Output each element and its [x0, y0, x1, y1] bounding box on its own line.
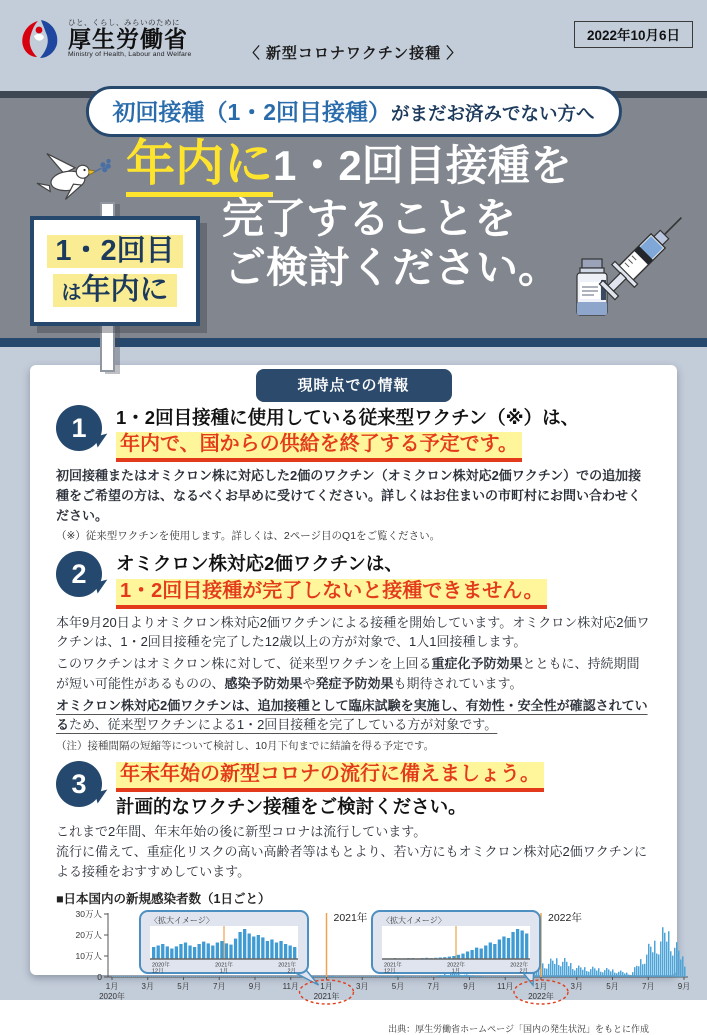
text-segment: 感染予防効果: [224, 675, 303, 691]
item-3-title-emphasis: 年末年始の新型コロナの流行に備えましょう。: [116, 762, 544, 792]
item-1-title: 1・2回目接種に使用している従来型ワクチン（※）は、: [116, 407, 580, 428]
item-1-body: [56, 466, 651, 525]
svg-text:1月: 1月: [451, 968, 461, 975]
item-1-note: （※）従来型ワクチンを使用します。詳しくは、2ページ目のQ1をご覧ください。: [56, 530, 441, 543]
svg-text:1月: 1月: [219, 968, 229, 975]
svg-text:11月: 11月: [497, 982, 514, 992]
svg-text:2月: 2月: [287, 968, 296, 975]
headline-rest: 1・2回目接種を: [273, 142, 572, 189]
pill-text-blue: 初回接種（1・2回目接種）: [112, 99, 392, 125]
ministry-name-en: Ministry of Health, Labour and Welfare: [68, 51, 192, 59]
svg-text:〈拡大イメージ〉: 〈拡大イメージ〉: [382, 916, 446, 926]
svg-text:0: 0: [97, 972, 102, 983]
item-1-number-badge: 1: [56, 405, 102, 451]
svg-text:1月: 1月: [105, 982, 119, 992]
info-header-pill: 現時点での情報: [255, 369, 451, 402]
chart-title: ■日本国内の新規感染者数（1日ごと）: [56, 892, 271, 907]
item-3-paragraph-1: [56, 822, 651, 842]
headline-line1: [126, 136, 572, 194]
item-1-title-emphasis: 年内で、国からの供給を終了する予定です。: [116, 432, 522, 462]
item-2-note: （注）接種間隔の短縮等について検討し、10月下旬までに結論を得る予定です。: [56, 740, 435, 752]
sign-board: [30, 216, 200, 326]
svg-text:1月: 1月: [320, 982, 333, 992]
headline-line3: ご検討ください。: [224, 244, 561, 292]
target-audience-pill: [85, 86, 621, 137]
svg-text:30万人: 30万人: [75, 909, 102, 920]
headline-line2: 完了することを: [222, 194, 517, 242]
text-segment: 流行に備えて、重症化リスクの高い高齢者等はもとより、若い方にもオミクロン株対応2価ワクチンによる接種をおすすめしています。: [56, 843, 648, 879]
item-2-titles: [116, 551, 547, 608]
syringe-icon: [596, 206, 693, 303]
item-2-paragraph-2: [56, 654, 651, 694]
svg-text:2021年: 2021年: [384, 962, 402, 969]
svg-text:2021年: 2021年: [313, 992, 340, 1002]
item-2-paragraph-3: [56, 696, 651, 736]
issue-date: 2022年10月6日: [574, 21, 693, 48]
svg-text:1月: 1月: [534, 982, 548, 992]
text-segment: オミクロン株対応2価ワクチンは、追加接種として臨床試験を実施し、有効性・安全性が確認されている: [56, 697, 648, 733]
svg-text:12月: 12月: [384, 968, 396, 975]
chart-svg: [56, 907, 701, 1019]
text-segment: 発症予防効果: [315, 675, 394, 691]
svg-text:〈拡大イメージ〉: 〈拡大イメージ〉: [150, 916, 214, 926]
sign-line2-rest: 年内に: [81, 274, 169, 306]
svg-text:3月: 3月: [141, 982, 154, 992]
svg-text:7月: 7月: [642, 982, 655, 992]
svg-text:2022年: 2022年: [548, 912, 582, 925]
page-subject: 〈 新型コロナワクチン接種 〉: [244, 45, 463, 62]
chart-source: 出典：厚生労働省ホームページ「国内の発生状況」をもとに作成: [388, 1024, 649, 1035]
text-segment: 重症化予防効果: [431, 656, 523, 671]
item-3-number-badge: 3: [56, 761, 102, 807]
inset-zoom-2: [372, 911, 540, 985]
svg-text:9月: 9月: [463, 982, 476, 992]
text-segment: 初回接種またはオミクロン株に対応した2価のワクチン（オミクロン株対応2価ワクチン）での追加接種をご希望の方は、なるべくお早めに受けてください。: [56, 468, 642, 503]
svg-text:2021年: 2021年: [333, 912, 368, 925]
svg-text:2022年: 2022年: [510, 962, 528, 969]
pill-text-navy: がまだお済みでない方へ: [391, 103, 595, 124]
item-3-titles: [116, 761, 544, 818]
svg-text:2022年: 2022年: [528, 992, 554, 1002]
inset-zoom-1: [140, 911, 319, 985]
item-1-header: [56, 405, 651, 462]
item-2-paragraph-1: [56, 613, 651, 653]
svg-text:2020年: 2020年: [152, 962, 170, 969]
svg-text:7月: 7月: [213, 982, 226, 992]
item-3-header: [56, 761, 651, 818]
item-1-titles: [116, 405, 579, 462]
item-2-number-badge: 2: [56, 551, 102, 597]
svg-text:2022年: 2022年: [447, 962, 465, 969]
svg-text:12月: 12月: [152, 968, 164, 975]
text-segment: も期待されています。: [393, 675, 523, 691]
svg-text:10万人: 10万人: [75, 951, 102, 962]
svg-text:20万人: 20万人: [75, 930, 102, 941]
ministry-name: 厚生労働省: [68, 26, 188, 53]
item-2-header: [56, 551, 651, 608]
svg-text:3月: 3月: [570, 982, 583, 992]
svg-text:5月: 5月: [177, 982, 190, 992]
svg-text:7月: 7月: [427, 982, 440, 992]
item-3-paragraph-2: [56, 842, 651, 882]
new-cases-chart: [56, 907, 691, 1024]
hero-banner: [0, 91, 707, 347]
svg-text:2月: 2月: [519, 968, 528, 975]
sign-line2-small: は: [61, 282, 82, 304]
svg-text:2020年: 2020年: [99, 992, 125, 1002]
text-segment: 本年9月20日よりオミクロン株対応2価ワクチンによる接種を開始しています。オミクロン株対応2価ワクチンは、1・2回目接種を完了した12歳以上の方が対象で、1人1回接種します。: [56, 614, 650, 650]
svg-text:9月: 9月: [677, 982, 691, 992]
svg-text:2021年: 2021年: [278, 962, 296, 969]
text-segment: 詳しくはお住まいの市町村にお問い合わせください。: [56, 487, 642, 523]
vaccine-vial-and-syringe-icon: [567, 212, 681, 322]
text-segment: これまで2年間、年末年始の後に新型コロナは流行しています。: [56, 824, 427, 840]
item-2-title-emphasis: 1・2回目接種が完了しないと接種できません。: [116, 579, 547, 609]
sign-line1: 1・2回目: [47, 235, 182, 268]
logo-tagline: ひと、くらし、みらいのために: [68, 18, 180, 28]
headline-highlight: 年内に: [126, 137, 273, 197]
svg-text:3月: 3月: [356, 982, 369, 992]
text-segment: ため、従来型ワクチンによる1・2回目接種を完了している方が対象です。: [69, 717, 498, 733]
item-2-title: オミクロン株対応2価ワクチンは、: [116, 553, 403, 575]
svg-text:5月: 5月: [606, 982, 619, 992]
text-segment: とともに、持続期間が短い可能性があるものの、: [56, 656, 640, 691]
svg-text:2021年: 2021年: [215, 962, 233, 969]
info-card: [30, 365, 691, 1035]
svg-text:9月: 9月: [248, 982, 262, 992]
text-segment: や: [302, 675, 316, 691]
sign-line2: [53, 274, 176, 307]
dove-icon: [34, 142, 118, 206]
item-3-title: 計画的なワクチン接種をご検討ください。: [116, 796, 467, 817]
svg-text:11月: 11月: [282, 982, 299, 992]
svg-text:5月: 5月: [391, 982, 405, 992]
text-segment: このワクチンはオミクロン株に対して、従来型ワクチンを上回る: [56, 656, 432, 671]
